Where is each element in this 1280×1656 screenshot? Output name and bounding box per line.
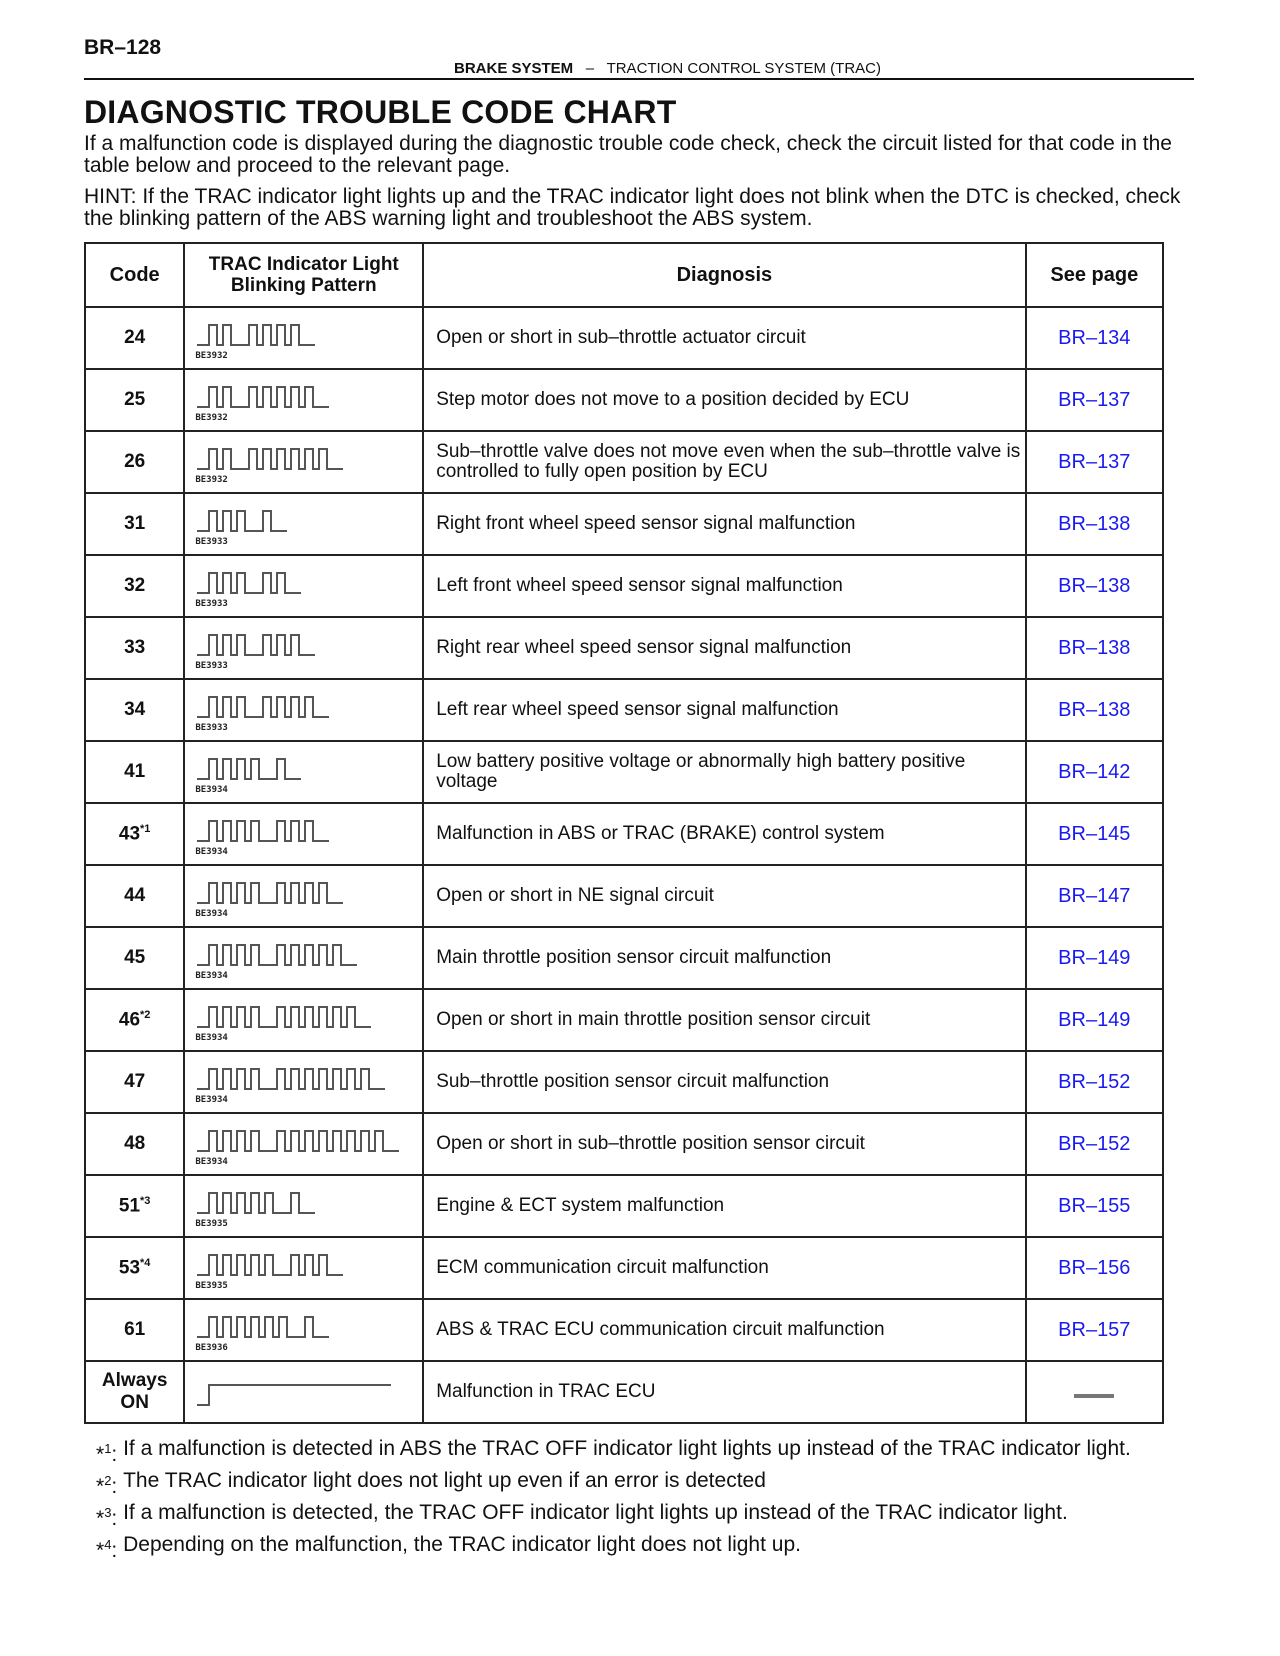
- figure-ref: BE3935: [195, 1219, 228, 1229]
- code-value: 46: [118, 1009, 141, 1031]
- diagnosis: Left rear wheel speed sensor signal malfunction: [423, 679, 1025, 741]
- blink-pattern-icon: [195, 505, 291, 535]
- see-page-link[interactable]: BR–134: [1026, 307, 1163, 369]
- code-value: 31: [124, 513, 146, 534]
- code-value: 33: [124, 637, 146, 658]
- dtc-code: [85, 1237, 184, 1299]
- diagnosis: Malfunction in TRAC ECU: [423, 1361, 1025, 1423]
- blink-pattern-icon: [195, 877, 347, 907]
- blink-pattern-icon: [195, 1063, 389, 1093]
- dtc-code: [85, 1113, 184, 1175]
- figure-ref: BE3934: [195, 1033, 228, 1043]
- blink-pattern-icon: [195, 319, 319, 349]
- footnote-text: If a malfunction is detected in ABS the TRAC OFF indicator light lights up instead of the TRAC indicator light.: [123, 1437, 1131, 1460]
- code-value: 41: [124, 761, 146, 782]
- figure-ref: BE3934: [195, 1095, 228, 1105]
- see-page-link[interactable]: BR–138: [1026, 679, 1163, 741]
- blink-pattern: [184, 555, 423, 617]
- table-row: [85, 989, 1163, 1051]
- blink-pattern-icon: [195, 753, 305, 783]
- dtc-table-body: [85, 307, 1163, 1423]
- diagnosis: ABS & TRAC ECU communication circuit malfunction: [423, 1299, 1025, 1361]
- table-row: [85, 803, 1163, 865]
- dtc-code: [85, 989, 184, 1051]
- dtc-code: [85, 1051, 184, 1113]
- table-row: [85, 493, 1163, 555]
- footnote: [96, 1436, 1206, 1468]
- blink-pattern: [184, 617, 423, 679]
- figure-ref: BE3933: [195, 599, 228, 609]
- dtc-code: [85, 555, 184, 617]
- footnote-marker: *3: [140, 1194, 151, 1207]
- footnote: [96, 1532, 1206, 1564]
- see-page-link[interactable]: BR–138: [1026, 493, 1163, 555]
- figure-ref: BE3935: [195, 1281, 228, 1291]
- page-title: DIAGNOSTIC TROUBLE CODE CHART: [84, 94, 677, 130]
- blink-pattern: [184, 1361, 423, 1423]
- intro-text: If a malfunction code is displayed during the diagnostic trouble code check, check the circuit listed for that code in the table below and proceed to the relevant page.: [84, 132, 1172, 177]
- code-value: 53: [118, 1257, 141, 1279]
- figure-ref: BE3936: [195, 1343, 228, 1353]
- diagnosis: Malfunction in ABS or TRAC (BRAKE) control system: [423, 803, 1025, 865]
- blink-pattern-icon: [195, 1311, 333, 1341]
- table-header-row: [85, 243, 1163, 307]
- diagnosis: Main throttle position sensor circuit malfunction: [423, 927, 1025, 989]
- header-see-page: See page: [1026, 243, 1163, 307]
- diagnosis: Low battery positive voltage or abnormally high battery positive voltage: [423, 741, 1025, 803]
- table-row: [85, 617, 1163, 679]
- footnote-mark: *$^2$:: [96, 1473, 124, 1498]
- see-page-link[interactable]: BR–152: [1026, 1113, 1163, 1175]
- figure-ref: BE3932: [195, 475, 228, 485]
- see-page-link[interactable]: BR–145: [1026, 803, 1163, 865]
- table-row: [85, 741, 1163, 803]
- dtc-code: [85, 927, 184, 989]
- table-row: [85, 1113, 1163, 1175]
- diagnosis: Open or short in sub–throttle actuator circuit: [423, 307, 1025, 369]
- code-value: 51: [118, 1195, 141, 1217]
- figure-ref: BE3934: [195, 785, 228, 795]
- blink-pattern: [184, 927, 423, 989]
- blink-pattern-icon: [195, 1125, 403, 1155]
- code-value: 32: [124, 575, 146, 596]
- diagnosis: Sub–throttle position sensor circuit malfunction: [423, 1051, 1025, 1113]
- diagnosis: Right rear wheel speed sensor signal malfunction: [423, 617, 1025, 679]
- dtc-code: [85, 679, 184, 741]
- see-page-link[interactable]: BR–147: [1026, 865, 1163, 927]
- see-page-link[interactable]: BR–149: [1026, 927, 1163, 989]
- footnote-mark: *$^4$:: [96, 1537, 124, 1562]
- diagnosis: Right front wheel speed sensor signal malfunction: [423, 493, 1025, 555]
- see-page-link[interactable]: BR–142: [1026, 741, 1163, 803]
- footnote-text: Depending on the malfunction, the TRAC indicator light does not light up.: [123, 1533, 801, 1556]
- section-separator: –: [585, 60, 595, 77]
- header-diagnosis: Diagnosis: [423, 243, 1025, 307]
- dtc-code: [85, 803, 184, 865]
- table-row: [85, 679, 1163, 741]
- code-value: 43: [118, 823, 141, 845]
- table-row: [85, 865, 1163, 927]
- header-code: Code: [85, 243, 184, 307]
- blink-pattern-icon: [195, 629, 319, 659]
- figure-ref: BE3933: [195, 661, 228, 671]
- figure-ref: BE3932: [195, 351, 228, 361]
- diagnosis: ECM communication circuit malfunction: [423, 1237, 1025, 1299]
- figure-ref: BE3934: [195, 909, 228, 919]
- diagnosis: Open or short in sub–throttle position sensor circuit: [423, 1113, 1025, 1175]
- code-value: 26: [124, 451, 146, 472]
- footnote: [96, 1500, 1206, 1532]
- footnote-text: The TRAC indicator light does not light up even if an error is detected: [123, 1469, 766, 1492]
- blink-pattern-icon: [195, 815, 333, 845]
- blink-pattern: [184, 369, 423, 431]
- dtc-code: [85, 865, 184, 927]
- code-value: 61: [124, 1319, 146, 1340]
- table-row: [85, 1361, 1163, 1423]
- see-page-none: [1026, 1361, 1163, 1423]
- diagnosis: Step motor does not move to a position decided by ECU: [423, 369, 1025, 431]
- dtc-table: [84, 242, 1164, 1424]
- blink-pattern: [184, 1299, 423, 1361]
- blink-pattern: [184, 493, 423, 555]
- see-page-link[interactable]: BR–138: [1026, 617, 1163, 679]
- table-row: [85, 431, 1163, 493]
- blink-pattern-icon: [195, 1249, 347, 1279]
- table-row: [85, 1299, 1163, 1361]
- dtc-code: [85, 1299, 184, 1361]
- header-pattern: TRAC Indicator Light Blinking Pattern: [184, 243, 423, 307]
- table-row: [85, 1237, 1163, 1299]
- see-page-link[interactable]: BR–157: [1026, 1299, 1163, 1361]
- always-on-pattern-icon: [195, 1379, 395, 1409]
- see-page-link[interactable]: BR–152: [1026, 1051, 1163, 1113]
- figure-ref: BE3933: [195, 537, 228, 547]
- see-page-link[interactable]: BR–137: [1026, 431, 1163, 493]
- blink-pattern: [184, 1113, 423, 1175]
- figure-ref: BE3932: [195, 413, 228, 423]
- blink-pattern: [184, 307, 423, 369]
- blink-pattern: [184, 803, 423, 865]
- footnote-marker: *1: [140, 822, 151, 835]
- code-value: 44: [124, 885, 146, 906]
- code-value: 24: [124, 327, 146, 348]
- table-row: [85, 1175, 1163, 1237]
- section-title: [454, 60, 881, 77]
- table-row: [85, 1051, 1163, 1113]
- see-page-link[interactable]: BR–138: [1026, 555, 1163, 617]
- blink-pattern-icon: [195, 1187, 319, 1217]
- see-page-link[interactable]: BR–137: [1026, 369, 1163, 431]
- see-page-link[interactable]: BR–155: [1026, 1175, 1163, 1237]
- diagnosis: Sub–throttle valve does not move even when the sub–throttle valve is controlled to fully open position by ECU: [423, 431, 1025, 493]
- dtc-code: [85, 1361, 184, 1423]
- diagnosis: Engine & ECT system malfunction: [423, 1175, 1025, 1237]
- page-number: BR–128: [84, 36, 162, 59]
- table-row: [85, 927, 1163, 989]
- running-header: [84, 58, 1194, 80]
- figure-ref: BE3934: [195, 1157, 228, 1167]
- footnote-mark: *$^1$:: [96, 1441, 124, 1466]
- hint-text: HINT: If the TRAC indicator light lights up and the TRAC indicator light does not blink when the DTC is checked, check the blinking pattern of the ABS warning light and troubleshoot the ABS system.: [84, 185, 1181, 230]
- code-value: 48: [124, 1133, 146, 1154]
- blink-pattern: [184, 989, 423, 1051]
- dtc-code: [85, 307, 184, 369]
- footnotes: [96, 1436, 1206, 1564]
- see-page-link[interactable]: BR–149: [1026, 989, 1163, 1051]
- diagnosis: Open or short in main throttle position sensor circuit: [423, 989, 1025, 1051]
- blink-pattern-icon: [195, 939, 361, 969]
- blink-pattern-icon: [195, 1001, 375, 1031]
- section-name: BRAKE SYSTEM: [454, 60, 574, 77]
- blink-pattern: [184, 431, 423, 493]
- code-value: 25: [124, 389, 146, 410]
- dtc-code: [85, 1175, 184, 1237]
- code-value: 45: [124, 947, 146, 968]
- dtc-code: [85, 741, 184, 803]
- table-row: [85, 307, 1163, 369]
- table-row: [85, 555, 1163, 617]
- blink-pattern: [184, 1051, 423, 1113]
- blink-pattern: [184, 679, 423, 741]
- dtc-code: [85, 617, 184, 679]
- footnote-text: If a malfunction is detected, the TRAC OFF indicator light lights up instead of the TRAC indicator light.: [123, 1501, 1068, 1524]
- blink-pattern-icon: [195, 691, 333, 721]
- diagnosis: Left front wheel speed sensor signal malfunction: [423, 555, 1025, 617]
- blink-pattern-icon: [195, 381, 333, 411]
- subsection-name: TRACTION CONTROL SYSTEM (TRAC): [606, 60, 882, 77]
- blink-pattern: [184, 865, 423, 927]
- footnote: [96, 1468, 1206, 1500]
- figure-ref: BE3934: [195, 847, 228, 857]
- blink-pattern: [184, 1237, 423, 1299]
- diagnosis: Open or short in NE signal circuit: [423, 865, 1025, 927]
- dtc-code: [85, 369, 184, 431]
- code-value: 47: [124, 1071, 146, 1092]
- blink-pattern: [184, 1175, 423, 1237]
- see-page-link[interactable]: BR–156: [1026, 1237, 1163, 1299]
- table-row: [85, 369, 1163, 431]
- dtc-code: [85, 431, 184, 493]
- code-value: Always ON: [101, 1370, 168, 1413]
- figure-ref: BE3934: [195, 971, 228, 981]
- code-value: 34: [124, 699, 146, 720]
- blink-pattern-icon: [195, 567, 305, 597]
- dash-icon: [1074, 1394, 1114, 1398]
- footnote-mark: *$^3$:: [96, 1505, 124, 1530]
- footnote-marker: *2: [140, 1008, 151, 1021]
- blink-pattern: [184, 741, 423, 803]
- footnote-marker: *4: [140, 1256, 151, 1269]
- blink-pattern-icon: [195, 443, 347, 473]
- dtc-code: [85, 493, 184, 555]
- figure-ref: BE3933: [195, 723, 228, 733]
